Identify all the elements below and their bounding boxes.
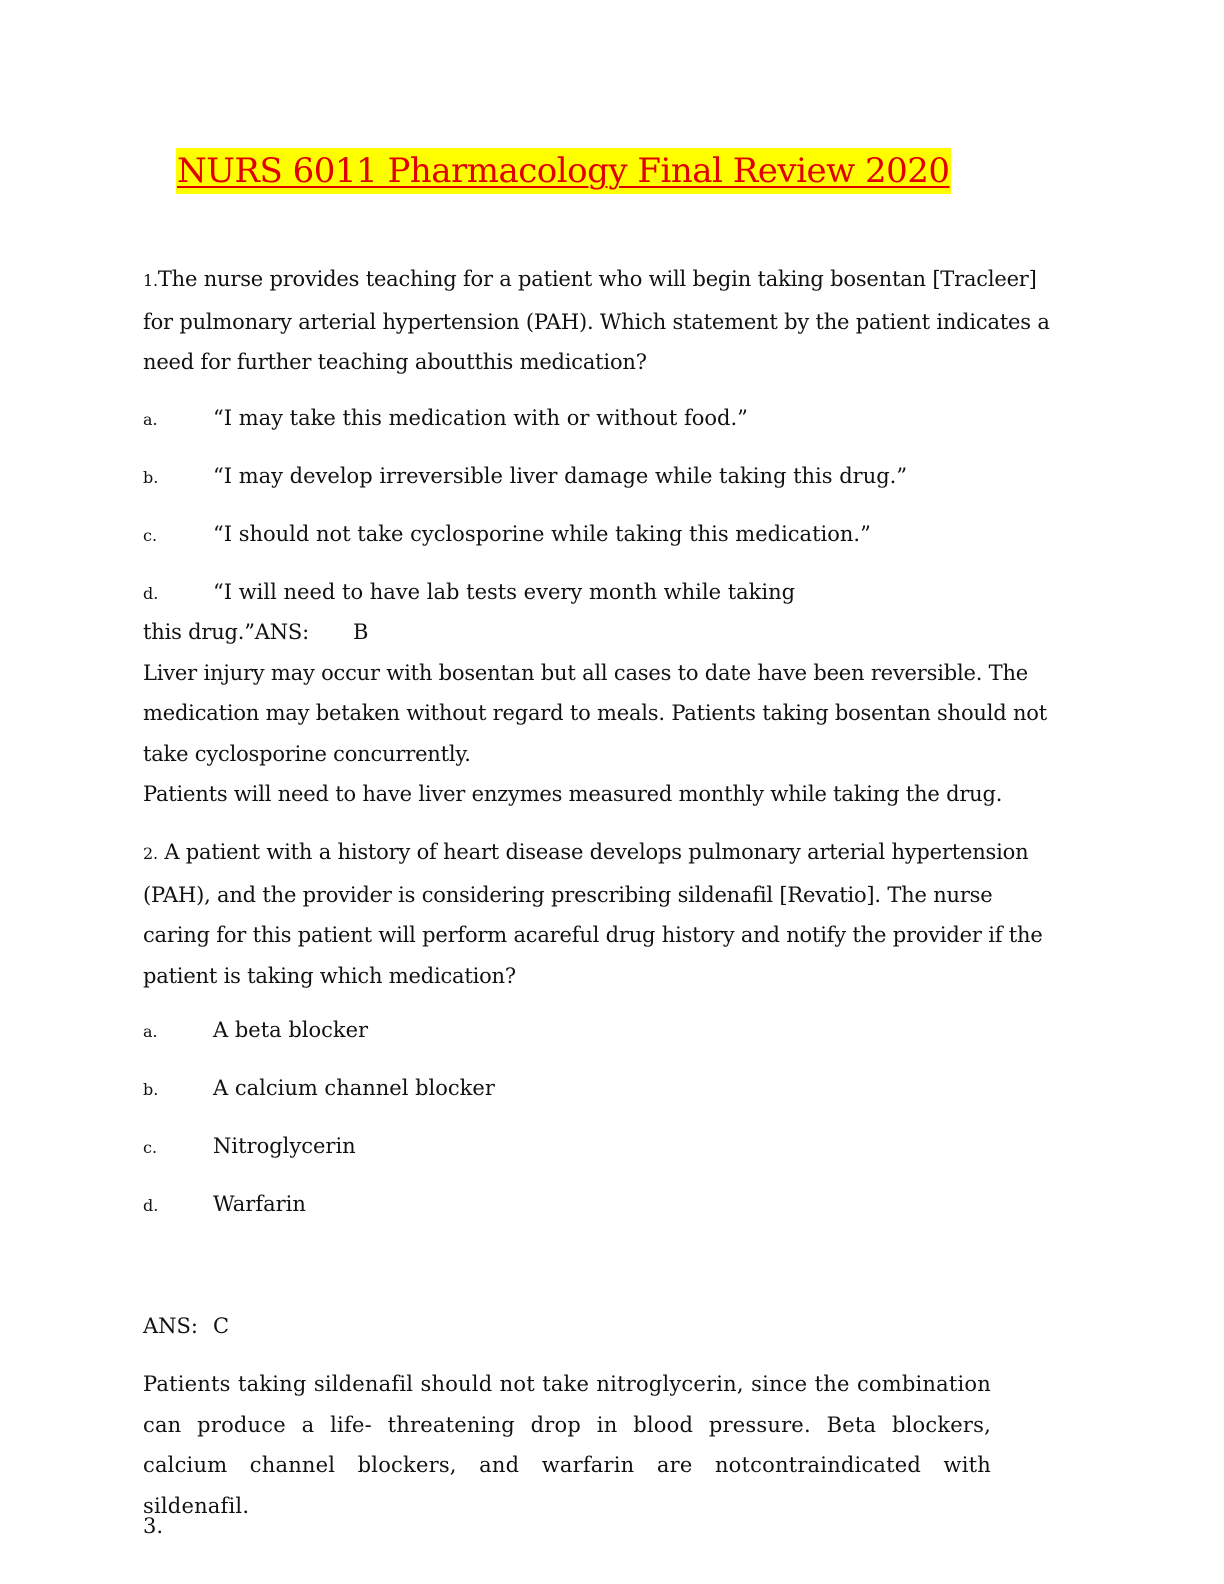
question-1-option-d [143, 577, 795, 609]
question-2-text: A patient with a history of heart disease develops pulmonary arterial hypertension (PAH), and the provider is considering prescribing sildenafil [Revatio]. The nurse caring for this patient will perform acareful drug history and notify the provider if the patient is taking which medication? [143, 840, 1043, 988]
option-letter: a. [143, 1022, 158, 1041]
question-2-option-b [143, 1073, 495, 1105]
question-1-option-c [143, 519, 871, 551]
question-1-option-a [143, 403, 748, 435]
option-text: Nitroglycerin [213, 1134, 356, 1158]
document-title: NURS 6011 Pharmacology Final Review 2020 [176, 148, 951, 194]
option-text: “I may take this medication with or without food.” [213, 406, 748, 430]
question-1-option-b [143, 461, 907, 493]
answer-label: ANS: [143, 1314, 199, 1338]
option-text: “I may develop irreversible liver damage while taking this drug.” [213, 464, 908, 488]
option-text: A calcium channel blocker [213, 1076, 495, 1100]
question-2-rationale: Patients taking sildenafil should not take nitroglycerin, since the combination can produce a life- threatening drop in blood pressure. Beta blockers, calcium channel blockers, and warfarin are notcontraindicated with sildenafil. [143, 1372, 991, 1518]
option-letter: d. [143, 584, 159, 603]
question-3-number: 3. [143, 1514, 164, 1538]
option-text: Warfarin [213, 1192, 306, 1216]
question-1-text: The nurse provides teaching for a patient who will begin taking bosentan [Tracleer] for pulmonary arterial hypertension (PAH). Which statement by the patient indicates a need for further teaching aboutthis medication? [143, 267, 1050, 374]
question-2-option-d [143, 1189, 306, 1221]
question-2-option-c [143, 1131, 356, 1163]
option-letter: d. [143, 1196, 159, 1215]
title-container [176, 148, 951, 194]
question-1-answer-line [143, 612, 1053, 653]
option-text: “I will need to have lab tests every month while taking [213, 580, 796, 604]
option-letter: a. [143, 410, 158, 429]
question-1-rationale: Liver injury may occur with bosentan but all cases to date have been reversible. The medication may betaken without regard to meals. Patients taking bosentan should not take cyclosporine concurrently. [143, 660, 1047, 766]
question-2-answer-line [143, 1311, 229, 1341]
option-letter: b. [143, 468, 159, 487]
option-text: “I should not take cyclosporine while taking this medication.” [213, 522, 871, 546]
question-2-stem [143, 832, 1053, 996]
option-letter: c. [143, 1138, 158, 1157]
option-letter: b. [143, 1080, 159, 1099]
question-2-answer: C [213, 1314, 230, 1338]
option-letter: c. [143, 526, 158, 545]
question-1-answer: B [353, 620, 369, 644]
option-d-continuation: this drug.”ANS: [143, 620, 309, 644]
question-1-rationale-2: Patients will need to have liver enzymes measured monthly while taking the drug. [143, 782, 1003, 806]
question-2-option-a [143, 1015, 368, 1047]
question-2-number: 2. [143, 844, 158, 863]
question-1-number: 1. [143, 271, 158, 290]
option-text: A beta blocker [213, 1018, 369, 1042]
question-1-answer-block [143, 612, 1053, 815]
question-1-stem [143, 259, 1053, 383]
